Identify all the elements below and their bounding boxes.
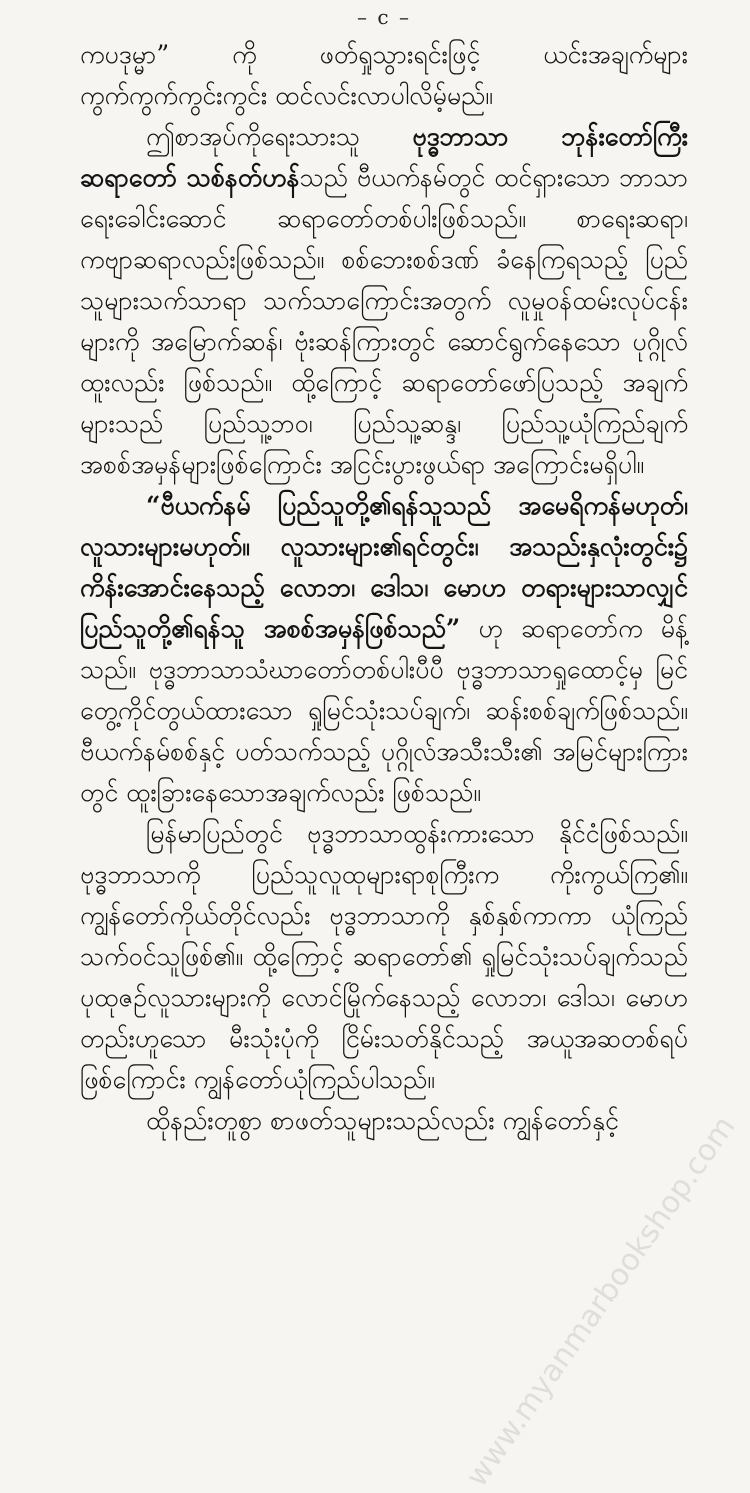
paragraph-2 xyxy=(80,116,688,485)
paragraph-1 xyxy=(80,34,688,116)
page-number: – c – xyxy=(357,5,411,29)
text-run: ကပဒုမ္မာ” ကို ဖတ်ရှုသွားရင်းဖြင့် ယင်းအချက်များ ကွက်ကွက်ကွင်းကွင်း ထင်လင်းလာပါလိမ့်မည်။ xyxy=(80,40,688,110)
text-run: မြန်မာပြည်တွင် ဗုဒ္ဓဘာသာထွန်းကားသော နိုင်ငံဖြစ်သည်။ ဗုဒ္ဓဘာသာကို ပြည်သူလူထုများရာစုကြီးက ကိုးကွယ်ကြ၏။ ကျွန်တော်ကိုယ်တိုင်လည်း ဗုဒ္ဓဘာသာကို နှစ်နှစ်ကာကာ ယုံကြည်သက်ဝင်သူဖြစ်၏။ ထို့ကြောင့် ဆရာတော်၏ ရှုမြင်သုံးသပ်ချက်သည် ပုထုဇဉ်လူသားများကို လောင်မြိုက်နေသည့် လောဘ၊ ဒေါသ၊ မောဟ တည်းဟူသော မီးသုံးပုံကို ငြိမ်းသတ်နိုင်သည့် အယူအဆတစ်ရပ်ဖြစ်ကြောင်း ကျွန်တော်ယုံကြည်ပါသည်။ xyxy=(80,819,688,1094)
watermark: www.myanmarbookshop.com xyxy=(458,1109,742,1493)
text-run: ထိုနည်းတူစွာ စာဖတ်သူများသည်လည်း ကျွန်တော်နှင့် xyxy=(146,1106,619,1135)
author-name: ဗုဒ္ဓဘာသာ ဘုန်းတော်ကြီး ဆရာတော် သစ်နတ်ဟန် xyxy=(80,122,688,192)
paragraph-3 xyxy=(80,485,688,813)
text-run: ဟု ဆရာတော်က မိန့်သည်။ ဗုဒ္ဓဘာသာသံဃာတော်တစ်ပါးပီပီ ဗုဒ္ဓဘာသာရှုထောင့်မှ မြင်တွေ့ကိုင်တွယ်ထားသော ရှုမြင်သုံးသပ်ချက်၊ ဆန်းစစ်ချက်ဖြစ်သည်။ ဗီယက်နမ်စစ်နှင့် ပတ်သက်သည့် ပုဂ္ဂိုလ်အသီးသီး၏ အမြင်များကြားတွင် ထူးခြားနေသောအချက်လည်း ဖြစ်သည်။ xyxy=(80,614,688,807)
paragraph-4 xyxy=(80,813,688,1100)
text-run: ဤစာအုပ်ကိုရေးသားသူ xyxy=(146,122,413,151)
text-run: သည် ဗီယက်နမ်တွင် ထင်ရှားသော ဘာသာရေးခေါင်းဆောင် ဆရာတော်တစ်ပါးဖြစ်သည်။ စာရေးဆရာ၊ ကဗျာဆရာလည်းဖြစ်သည်။ စစ်ဘေးစစ်ဒဏ် ခံနေကြရသည့် ပြည်သူများသက်သာရာ သက်သာကြောင်းအတွက် လူမှုဝန်ထမ်းလုပ်ငန်းများကို အမြောက်ဆန်၊ ဗုံးဆန်ကြားတွင် ဆောင်ရွက်နေသော ပုဂ္ဂိုလ်ထူးလည်း ဖြစ်သည်။ ထို့ကြောင့် ဆရာတော်ဖော်ပြသည့် အချက်များသည် ပြည်သူ့ဘဝ၊ ပြည်သူ့ဆန္ဒ၊ ပြည်သူ့ယုံကြည်ချက် အစစ်အမှန်များဖြစ်ကြောင်း အငြင်းပွားဖွယ်ရာ အကြောင်းမရှိပါ။ xyxy=(80,163,688,479)
quote-text: “ဗီယက်နမ် ပြည်သူတို့၏ရန်သူသည် အမေရိကန်မဟုတ်၊ လူသားများမဟုတ်။ လူသားများ၏ရင်တွင်း၊ အသည်းနှလုံးတွင်း၌ ကိန်းအောင်းနေသည့် လောဘ၊ ဒေါသ၊ မောဟ တရားများသာလျှင် ပြည်သူတို့၏ရန်သူ အစစ်အမှန်ဖြစ်သည်” xyxy=(80,491,688,643)
body-text xyxy=(80,34,688,1141)
paragraph-5 xyxy=(80,1100,688,1141)
